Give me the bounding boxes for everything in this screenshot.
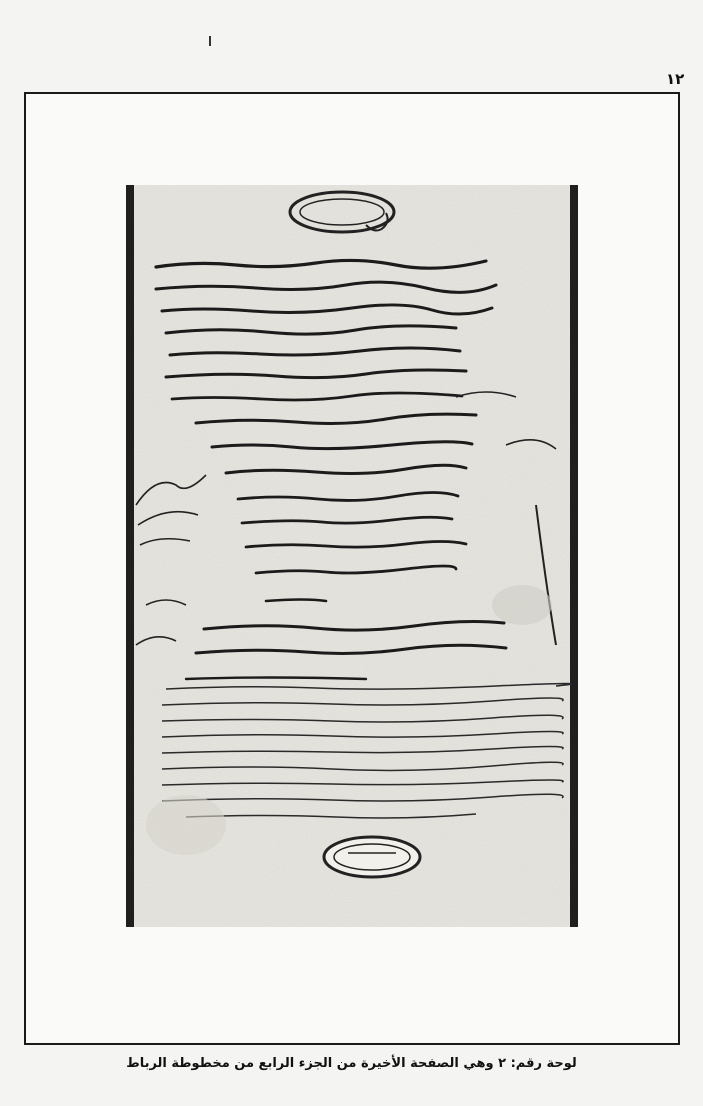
- stray-mark: [209, 36, 211, 46]
- plate-caption: لوحة رقم: ٢ وهي الصفحة الأخيرة من الجزء الرابع من مخطوطة الرباط: [126, 1056, 577, 1071]
- page-number: ١٢: [666, 70, 685, 88]
- manuscript-image: [126, 185, 578, 927]
- bottom-seal-stamp: [324, 837, 420, 877]
